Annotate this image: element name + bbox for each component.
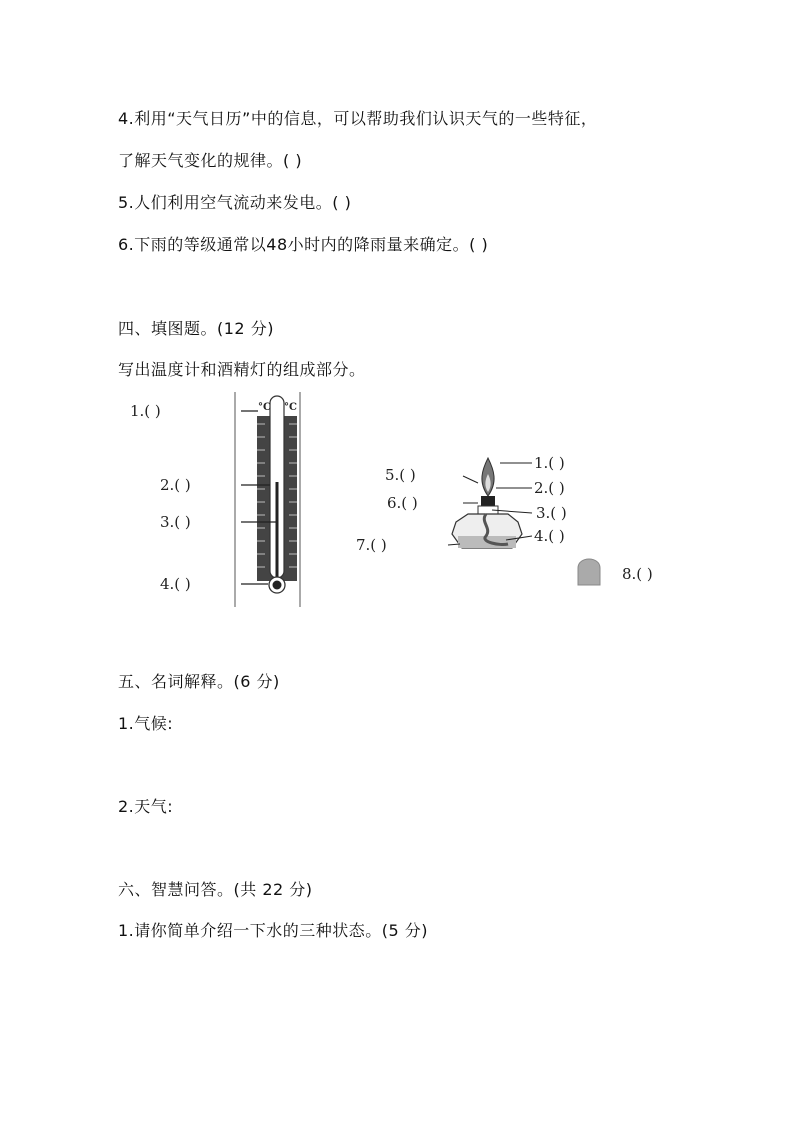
celsius-right-label: °C (284, 402, 297, 413)
lamp-label-2: 2.( ) (534, 479, 565, 497)
alcohol-lamp-figure (350, 448, 710, 598)
thermometer-figure (125, 392, 315, 612)
celsius-left-label: °C (258, 402, 271, 413)
lamp-label-3: 3.( ) (536, 504, 567, 522)
question-4-line-2: 了解天气变化的规律。( ) (118, 151, 303, 170)
section-6-heading: 六、智慧问答。(共 22 分) (118, 880, 313, 899)
lamp-label-8: 8.( ) (622, 565, 653, 583)
question-5: 5.人们利用空气流动来发电。( ) (118, 193, 352, 212)
lamp-label-6: 6.( ) (387, 494, 418, 512)
section-5-heading: 五、名词解释。(6 分) (118, 672, 280, 691)
section-6-item-1: 1.请你简单介绍一下水的三种状态。(5 分) (118, 921, 429, 940)
section-5-item-2: 2.天气: (118, 797, 174, 816)
thermometer-drawing (125, 392, 315, 612)
lamp-label-4: 4.( ) (534, 527, 565, 545)
section-4-heading: 四、填图题。(12 分) (118, 319, 274, 338)
section-5-item-1: 1.气候: (118, 714, 174, 733)
lamp-label-7: 7.( ) (356, 536, 387, 554)
question-6: 6.下雨的等级通常以48小时内的降雨量来确定。( ) (118, 235, 489, 254)
question-4-line-1: 4.利用“天气日历”中的信息，可以帮助我们认识天气的一些特征， (118, 109, 598, 128)
thermometer-label-4: 4.( ) (160, 575, 191, 593)
section-4-instruction: 写出温度计和酒精灯的组成部分。 (118, 360, 366, 379)
lamp-label-1: 1.( ) (534, 454, 565, 472)
thermometer-label-1: 1.( ) (130, 402, 161, 420)
thermometer-label-2: 2.( ) (160, 476, 191, 494)
thermometer-label-3: 3.( ) (160, 513, 191, 531)
lamp-label-5: 5.( ) (385, 466, 416, 484)
